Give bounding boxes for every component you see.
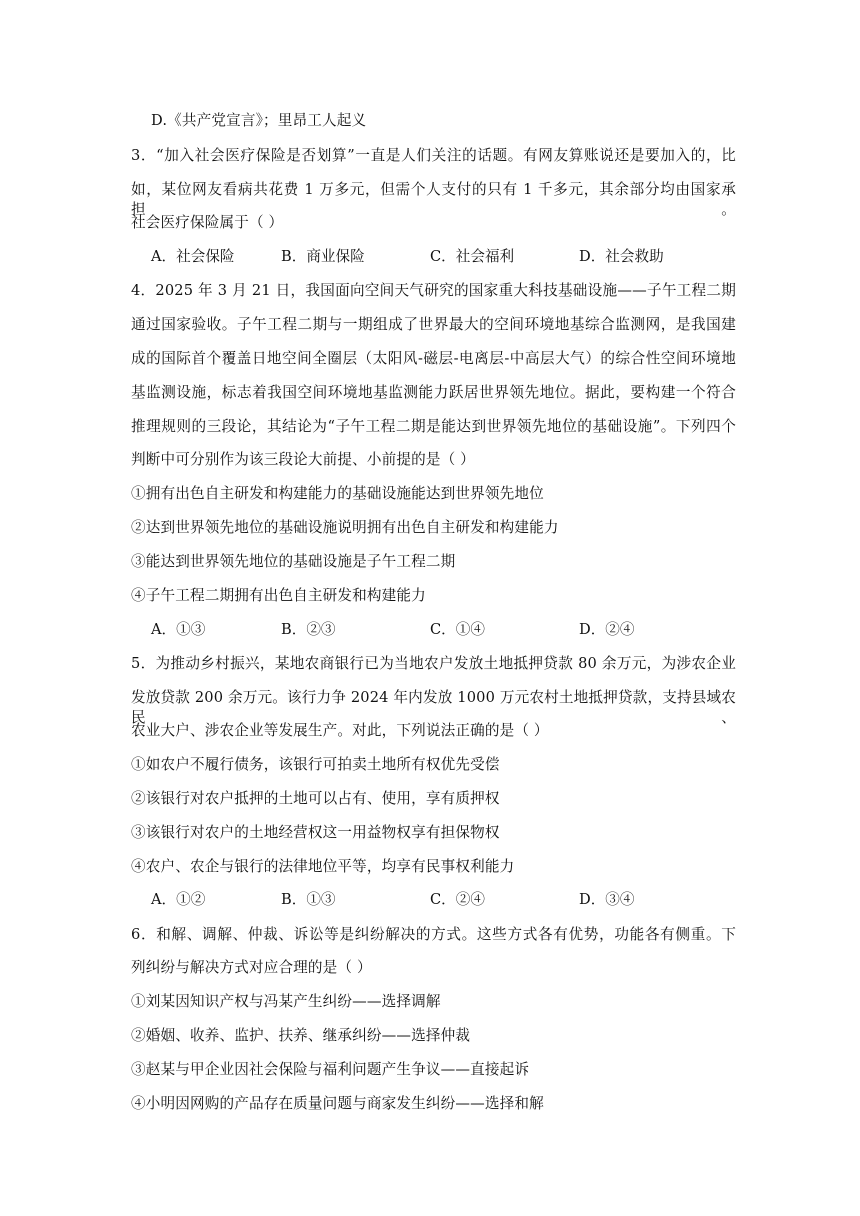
q3-stem-line-1: 3．“加入社会医疗保险是否划算”一直是人们关注的话题。有网友算账说还是要加入的，比 [131, 147, 736, 164]
q4-stem-line-2: 通过国家验收。子午工程二期与一期组成了世界最大的空间环境地基综合监测网，是我国建 [131, 316, 736, 333]
q3-stem-line-2: 如，某位网友看病共花费 1 万多元，但需个人支付的只有 1 千多元，其余部分均由国家承担。 [131, 181, 736, 218]
q4-statement-1: ①拥有出色自主研发和构建能力的基础设施能达到世界领先地位 [131, 485, 544, 502]
q4-options [151, 620, 711, 640]
q5-stem-line-2: 发放贷款 200 余万元。该行力争 2024 年内发放 1000 万元农村土地抵押贷款，支持县域农民、 [131, 689, 736, 726]
q4-option-d: D．②④ [579, 621, 635, 638]
q4-stem-line-4: 基监测设施，标志着我国空间环境地基监测能力跃居世界领先地位。据此，要构建一个符合 [131, 384, 736, 401]
q5-statement-2: ②该银行对农户抵押的土地可以占有、使用，享有质押权 [131, 790, 500, 807]
q4-option-b: B．②③ [281, 621, 336, 638]
q5-stem-line-1: 5．为推动乡村振兴，某地农商银行已为当地农户发放土地抵押贷款 80 余万元，为涉农企业 [131, 655, 736, 672]
q4-stem-line-5: 推理规则的三段论，其结论为“子午工程二期是能达到世界领先地位的基础设施”。下列四个 [131, 418, 736, 435]
q4-statement-4: ④子午工程二期拥有出色自主研发和构建能力 [131, 587, 426, 604]
q3-option-c: C．社会福利 [430, 248, 515, 265]
q4-option-c: C．①④ [430, 621, 485, 638]
q5-option-d: D．③④ [579, 891, 635, 908]
q2-option-d: D.《共产党宣言》；里昂工人起义 [151, 112, 367, 129]
q4-stem-line-3: 成的国际首个覆盖日地空间全圈层（太阳风-磁层-电离层-中高层大气）的综合性空间环境地 [131, 350, 736, 367]
q3-options [151, 247, 711, 267]
q4-option-a: A．①③ [151, 621, 206, 638]
q3-option-a: A．社会保险 [151, 248, 235, 265]
q5-option-a: A．①② [151, 891, 206, 908]
q5-statement-4: ④农户、农企与银行的法律地位平等，均享有民事权利能力 [131, 858, 515, 875]
q3-option-d: D．社会救助 [579, 248, 664, 265]
q6-statement-4: ④小明因网购的产品存在质量问题与商家发生纠纷——选择和解 [131, 1095, 544, 1112]
q4-stem-line-6: 判断中可分别作为该三段论大前提、小前提的是（ ） [131, 451, 475, 468]
q4-statement-2: ②达到世界领先地位的基础设施说明拥有出色自主研发和构建能力 [131, 519, 559, 536]
q5-statement-1: ①如农户不履行债务，该银行可拍卖土地所有权优先受偿 [131, 756, 500, 773]
q6-statement-1: ①刘某因知识产权与冯某产生纠纷——选择调解 [131, 993, 441, 1010]
q3-option-b: B．商业保险 [281, 248, 365, 265]
q4-statement-3: ③能达到世界领先地位的基础设施是子午工程二期 [131, 553, 456, 570]
q6-stem-line-1: 6．和解、调解、仲裁、诉讼等是纠纷解决的方式。这些方式各有优势，功能各有侧重。下 [131, 926, 736, 943]
q5-option-c: C．②④ [430, 891, 485, 908]
q5-options [151, 890, 711, 910]
q4-stem-line-1: 4．2025 年 3 月 21 日，我国面向空间天气研究的国家重大科技基础设施——子午工程二期 [131, 282, 736, 299]
q3-stem-line-3: 社会医疗保险属于（ ） [131, 214, 284, 231]
q6-stem-line-2: 列纠纷与解决方式对应合理的是（ ） [131, 959, 372, 976]
q5-option-b: B．①③ [281, 891, 336, 908]
q6-statement-2: ②婚姻、收养、监护、扶养、继承纠纷——选择仲裁 [131, 1027, 471, 1044]
q6-statement-3: ③赵某与甲企业因社会保险与福利问题产生争议——直接起诉 [131, 1061, 530, 1078]
q5-stem-line-3: 农业大户、涉农企业等发展生产。对此，下列说法正确的是（ ） [131, 722, 549, 739]
q5-statement-3: ③该银行对农户的土地经营权这一用益物权享有担保物权 [131, 824, 500, 841]
